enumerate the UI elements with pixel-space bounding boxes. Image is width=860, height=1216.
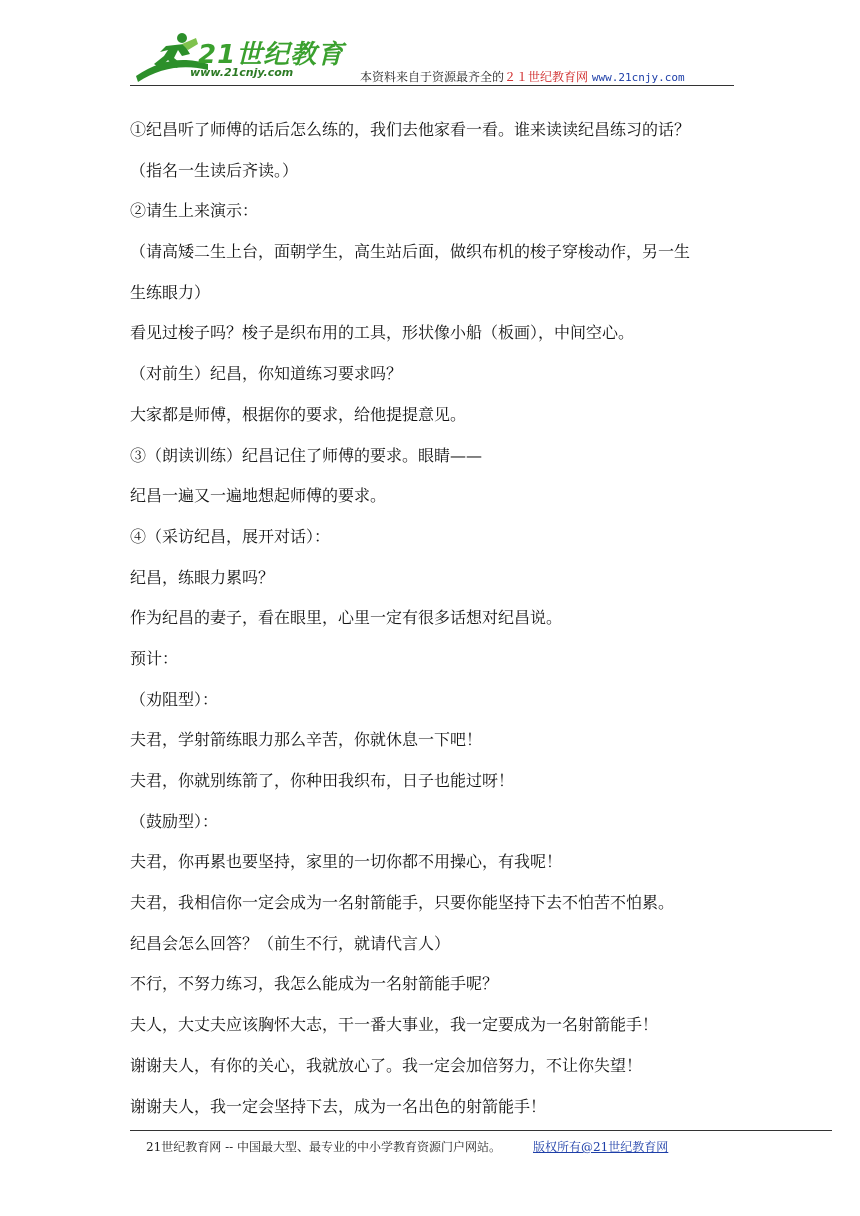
paragraph: 预计： bbox=[130, 648, 179, 668]
page-footer bbox=[146, 1138, 668, 1155]
site-logo bbox=[130, 30, 350, 84]
paragraph: 夫君，我相信你一定会成为一名射箭能手，只要你能坚持下去不怕苦不怕累。 bbox=[130, 893, 675, 913]
paragraph: 生练眼力） bbox=[130, 282, 211, 302]
logo-text: 21世纪教育 bbox=[198, 40, 345, 70]
paragraph: （指名一生读后齐读。） bbox=[130, 160, 299, 180]
paragraph: 大家都是师傅，根据你的要求，给他提提意见。 bbox=[130, 404, 467, 424]
paragraph: 夫君，学射箭练眼力那么辛苦，你就休息一下吧！ bbox=[130, 730, 483, 750]
paragraph: （对前生）纪昌，你知道练习要求吗？ bbox=[130, 364, 403, 384]
paragraph: 纪昌一遍又一遍地想起师傅的要求。 bbox=[130, 486, 387, 506]
paragraph: ①纪昌听了师傅的话后怎么练的，我们去他家看一看。谁来读读纪昌练习的话？ bbox=[130, 120, 691, 139]
footer-description: 21世纪教育网 -- 中国最大型、最专业的中小学教育资源门户网站。 bbox=[146, 1140, 502, 1154]
paragraph: 看见过梭子吗？梭子是织布用的工具，形状像小船（板画），中间空心。 bbox=[130, 323, 635, 343]
paragraph: 谢谢夫人，我一定会坚持下去，成为一名出色的射箭能手！ bbox=[130, 1096, 547, 1116]
header-source-note bbox=[360, 68, 685, 85]
paragraph: ②请生上来演示： bbox=[130, 201, 259, 221]
paragraph: ③（朗读训练）纪昌记住了师傅的要求。眼睛—— bbox=[130, 445, 483, 465]
header-site-link[interactable]: www.21cnjy.com bbox=[591, 71, 685, 84]
paragraph: 谢谢夫人，有你的关心，我就放心了。我一定会加倍努力，不让你失望！ bbox=[130, 1055, 643, 1075]
paragraph: 夫君，你就别练箭了，你种田我织布，日子也能过呀！ bbox=[130, 771, 515, 790]
paragraph: 不行，不努力练习，我怎么能成为一名射箭能手呢？ bbox=[130, 974, 499, 994]
header-note-prefix: 本资料来自于资源最齐全的 bbox=[360, 70, 505, 84]
paragraph: 夫人，大丈夫应该胸怀大志，干一番大事业，我一定要成为一名射箭能手！ bbox=[130, 1015, 659, 1035]
paragraph: （请高矮二生上台，面朝学生，高生站后面，做织布机的梭子穿梭动作，另一生 bbox=[130, 242, 691, 262]
page-header bbox=[130, 30, 730, 86]
document-body bbox=[130, 110, 740, 1127]
header-site-name[interactable]: ２１世纪教育网 bbox=[504, 70, 589, 84]
paragraph: 纪昌会怎么回答？（前生不行，就请代言人） bbox=[130, 933, 451, 953]
paragraph: 夫君，你再累也要坚持，家里的一切你都不用操心，有我呢！ bbox=[130, 852, 563, 872]
footer-divider bbox=[130, 1130, 832, 1131]
header-divider bbox=[130, 85, 734, 86]
paragraph: （劝阻型）： bbox=[130, 689, 219, 709]
paragraph: ④（采访纪昌，展开对话）： bbox=[130, 526, 331, 546]
paragraph: 作为纪昌的妻子，看在眼里，心里一定有很多话想对纪昌说。 bbox=[130, 608, 563, 628]
paragraph: （鼓励型）： bbox=[130, 811, 219, 831]
footer-copyright-link[interactable]: 版权所有@21世纪教育网 bbox=[533, 1140, 669, 1154]
paragraph: 纪昌，练眼力累吗？ bbox=[130, 567, 275, 587]
logo-url: www.21cnjy.com bbox=[190, 66, 294, 79]
